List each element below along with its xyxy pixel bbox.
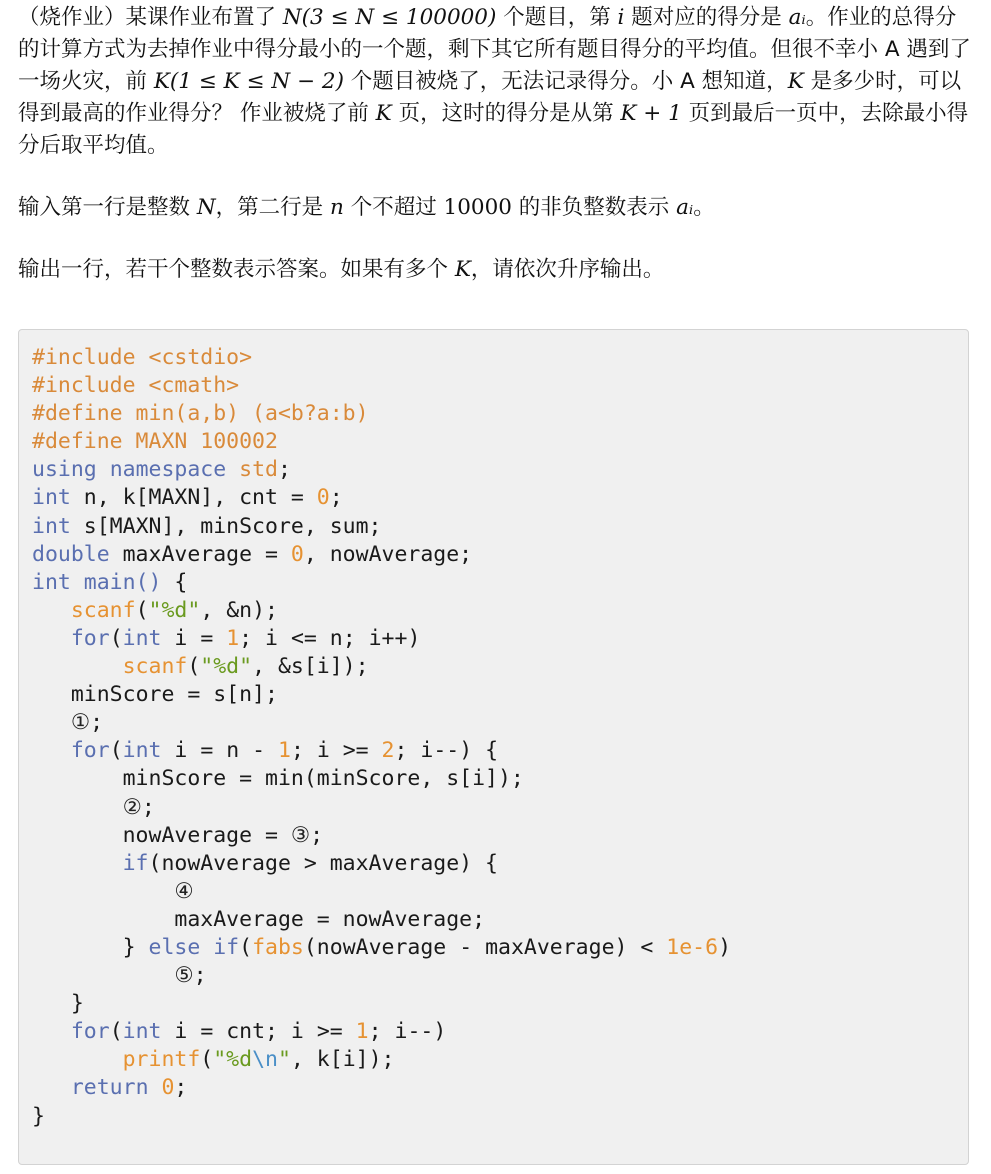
keyword: return [70, 1075, 149, 1101]
output-description [18, 254, 973, 286]
math-k-plus-1: K + 1 [620, 101, 682, 126]
math-ai: aᵢ [676, 195, 694, 220]
text: 。作业的总得分的计算方式为去掉作业中得分最小的一个题，剩下其它所有题目得分的平均值。但很不幸小 A 遇到了一场火灾，前 [18, 5, 971, 94]
code-line-14 [32, 709, 968, 737]
code-text: (nowAverage - maxAverage) < [303, 934, 667, 960]
code-line-8 [32, 541, 968, 569]
math-k-range: K(1 ≤ K ≤ N − 2) [153, 69, 344, 94]
keyword: int [122, 625, 162, 651]
string: "%d" [200, 654, 253, 680]
text: （烧作业）某课作业布置了 [18, 5, 283, 30]
code-line-13 [32, 681, 968, 709]
code-text: ( [200, 1047, 214, 1073]
math-10000: 10000 [443, 195, 512, 220]
preprocessor: #define min(a,b) (a<b?a:b) [32, 401, 369, 427]
code-text: i = n - [161, 738, 278, 764]
math-i: i [617, 5, 625, 30]
blank-marker-5: ⑤ [174, 963, 194, 989]
code-line-19 [32, 850, 968, 878]
code-line-6 [32, 484, 968, 512]
text: 个题目，第 [496, 5, 618, 30]
keyword: else [148, 934, 201, 960]
math-k: K [787, 69, 804, 94]
problem-description [18, 2, 973, 162]
code-text: nowAverage = [122, 822, 291, 848]
code-line-25 [32, 1018, 968, 1046]
text: ，第二行是 [215, 195, 330, 220]
function-call: scanf [70, 597, 136, 623]
preprocessor: #include <cmath> [32, 373, 240, 399]
code-line-18 [32, 822, 968, 850]
string: "%d" [148, 597, 201, 623]
text: 个不超过 [343, 195, 444, 220]
code-line-21 [32, 906, 968, 934]
code-block [18, 329, 969, 1165]
code-text: ; [277, 457, 291, 483]
keyword: int [32, 513, 71, 539]
input-description [18, 192, 973, 224]
code-text: ; [310, 822, 324, 848]
code-line-22 [32, 934, 968, 962]
number: 1 [355, 1019, 369, 1045]
text: 。 [693, 195, 715, 220]
text: 页到最后一页中，去除最小得分后取平均值。 [18, 101, 969, 158]
keyword: for [70, 1019, 110, 1045]
code-line-12 [32, 653, 968, 681]
string: " [277, 1047, 291, 1073]
code-line-28 [32, 1103, 968, 1131]
code-text: } [70, 991, 84, 1017]
code-text: ; [90, 710, 104, 736]
code-text: ; [329, 485, 343, 511]
code-line-4 [32, 428, 968, 456]
code-line-20 [32, 878, 968, 906]
code-text [200, 935, 213, 960]
code-text: (nowAverage > maxAverage) { [148, 850, 498, 876]
keyword: double [32, 541, 110, 567]
code-line-17 [32, 794, 968, 822]
code-text: s[MAXN], minScore, sum; [70, 513, 382, 539]
preprocessor: #define MAXN 100002 [32, 429, 278, 455]
blank-marker-2: ② [122, 794, 142, 820]
text: ，请依次升序输出。 [470, 257, 665, 282]
text: 的非负整数表示 [511, 195, 677, 220]
code-text: , nowAverage; [303, 541, 473, 567]
keyword: int [32, 569, 71, 595]
code-line-27 [32, 1074, 968, 1102]
code-text: ; [193, 963, 207, 989]
number: 1 [277, 738, 291, 764]
math-n-lower: n [330, 195, 344, 220]
text: 题对应的得分是 [624, 5, 789, 30]
code-text: ; i--) { [394, 738, 499, 764]
blank-marker-3: ③ [290, 822, 311, 848]
keyword: int [122, 738, 162, 764]
math-n: N [196, 195, 216, 220]
code-text: ( [187, 654, 201, 680]
code-text: ; [174, 1075, 188, 1101]
code-text: ( [109, 738, 123, 764]
math-k: K [375, 101, 392, 126]
code-line-2 [32, 372, 968, 400]
code-text: i = [161, 625, 227, 651]
keyword: for [70, 738, 110, 764]
keyword: for [70, 625, 110, 651]
math-k: K [454, 257, 471, 282]
keyword: using [32, 457, 97, 483]
keyword: int [32, 485, 71, 511]
keyword: if [122, 850, 149, 876]
number: 1 [226, 625, 240, 651]
code-text: ; i >= [290, 738, 382, 764]
number: 0 [161, 1075, 175, 1101]
math-ai: aᵢ [788, 5, 806, 30]
code-text [149, 1075, 162, 1100]
code-line-7 [32, 513, 968, 541]
keyword: namespace [109, 457, 227, 483]
code-text: { [161, 569, 188, 595]
problem-statement [18, 2, 973, 286]
code-text: ( [239, 934, 253, 960]
string: "%d [213, 1047, 253, 1073]
code-text: , k[i]); [290, 1047, 395, 1073]
code-text: i = cnt; i >= [161, 1019, 356, 1045]
code-text: } [122, 934, 149, 960]
preprocessor: #include <cstdio> [32, 345, 253, 370]
code-line-26 [32, 1046, 968, 1074]
code-text: ; i--) [368, 1019, 447, 1045]
blank-marker-4: ④ [174, 878, 194, 904]
number: 1e-6 [666, 934, 719, 960]
function-call: scanf [122, 654, 188, 680]
code-line-1 [32, 344, 968, 372]
code-text: , &s[i]); [252, 654, 369, 680]
code-text: ( [135, 597, 149, 623]
code-text: minScore = s[n]; [70, 682, 278, 708]
code-text: maxAverage = [109, 541, 291, 567]
text: 是多少时，可以得到最高的作业得分？ 作业被烧了前 [18, 69, 962, 126]
keyword: int [122, 1019, 162, 1045]
code-text: maxAverage = nowAverage; [174, 906, 486, 932]
code-line-3 [32, 400, 968, 428]
code-text: n, k[MAXN], cnt = [70, 485, 317, 511]
blank-marker-1: ① [70, 710, 91, 736]
code-text: minScore = min(minScore, s[i]); [122, 766, 524, 792]
code-line-24 [32, 990, 968, 1018]
escape-sequence: \n [252, 1047, 278, 1073]
code-line-16 [32, 765, 968, 793]
code-line-23 [32, 962, 968, 990]
text: 个题目被烧了，无法记录得分。小 A 想知道， [343, 69, 788, 94]
code-text: ; i <= n; i++) [239, 625, 421, 651]
keyword: if [213, 934, 240, 960]
code-line-11 [32, 625, 968, 653]
number: 0 [316, 485, 330, 511]
code-line-15 [32, 737, 968, 765]
code-text: ; [141, 794, 155, 820]
text: 页，这时的得分是从第 [391, 101, 621, 126]
number: 0 [290, 541, 304, 567]
code-text: } [32, 1103, 45, 1129]
number: 2 [381, 738, 395, 764]
function-call: fabs [252, 934, 304, 960]
text: 输入第一行是整数 [18, 195, 197, 220]
code-text: ( [109, 625, 123, 651]
function-name: main() [83, 569, 162, 595]
code-line-10 [32, 597, 968, 625]
code-line-5 [32, 456, 968, 484]
identifier: std [239, 457, 278, 483]
code-text: ) [718, 934, 732, 960]
code-line-9 [32, 569, 968, 597]
text: 输出一行，若干个整数表示答案。如果有多个 [18, 257, 455, 282]
function-call: printf [122, 1047, 201, 1073]
code-text: , &n); [200, 597, 278, 623]
math-n-range: N(3 ≤ N ≤ 100000) [282, 5, 497, 30]
code-text: ( [109, 1019, 123, 1045]
